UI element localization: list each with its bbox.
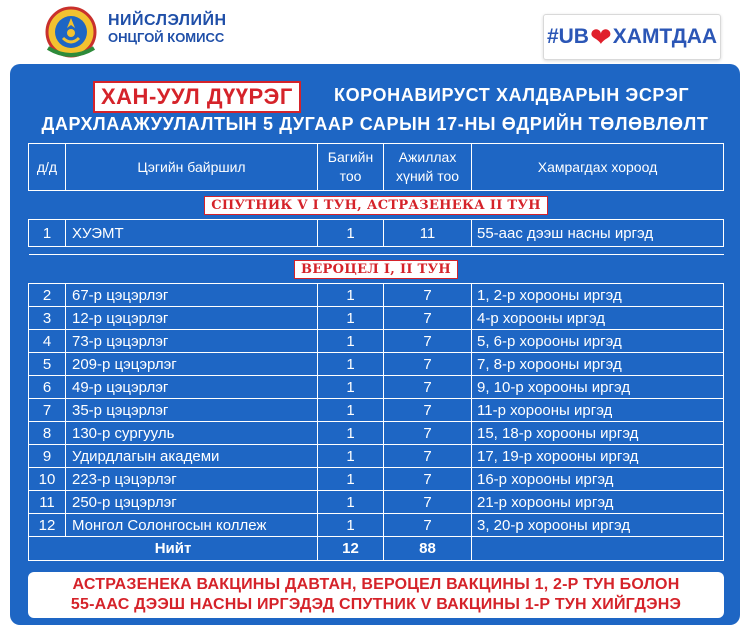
row-coverage: 55-аас дээш насны иргэд — [472, 220, 724, 247]
section-row — [29, 255, 724, 284]
row-workers: 7 — [384, 284, 472, 307]
vaccination-plan-table — [28, 143, 724, 561]
table-row — [29, 468, 724, 491]
row-workers: 7 — [384, 353, 472, 376]
footer-note — [28, 572, 724, 618]
row-location: 209-р цэцэрлэг — [66, 353, 318, 376]
table-row — [29, 307, 724, 330]
row-workers: 7 — [384, 445, 472, 468]
row-num: 6 — [29, 376, 66, 399]
row-num: 1 — [29, 220, 66, 247]
row-workers: 7 — [384, 330, 472, 353]
total-row — [29, 537, 724, 561]
section-row — [29, 191, 724, 220]
org-name-line1: НИЙСЛЭЛИЙН — [108, 12, 227, 29]
row-num: 2 — [29, 284, 66, 307]
table-row — [29, 220, 724, 247]
table-row — [29, 491, 724, 514]
row-coverage: 3, 20-р хорооны иргэд — [472, 514, 724, 537]
header-num: д/д — [29, 144, 66, 191]
table-row — [29, 376, 724, 399]
state-emblem-icon — [44, 4, 98, 58]
title-line1: КОРОНАВИРУСТ ХАЛДВАРЫН ЭСРЭГ — [334, 85, 690, 105]
row-num: 5 — [29, 353, 66, 376]
heart-icon: ❤ — [589, 21, 612, 52]
total-label: Нийт — [29, 537, 318, 561]
row-workers: 7 — [384, 491, 472, 514]
row-location: 223-р цэцэрлэг — [66, 468, 318, 491]
row-teams: 1 — [318, 445, 384, 468]
district-label: ХАН-УУЛ ДҮҮРЭГ — [93, 81, 301, 113]
row-teams: 1 — [318, 491, 384, 514]
row-teams: 1 — [318, 353, 384, 376]
row-workers: 7 — [384, 399, 472, 422]
row-num: 7 — [29, 399, 66, 422]
table-header-row — [29, 144, 724, 191]
row-num: 4 — [29, 330, 66, 353]
header-workers-line1: Ажиллах — [398, 149, 457, 165]
row-teams: 1 — [318, 422, 384, 445]
row-coverage: 4-р хорооны иргэд — [472, 307, 724, 330]
row-num: 8 — [29, 422, 66, 445]
section2-label: ВЕРОЦЕЛ I, II ТУН — [294, 260, 458, 279]
row-num: 9 — [29, 445, 66, 468]
row-location: 49-р цэцэрлэг — [66, 376, 318, 399]
table-row — [29, 399, 724, 422]
row-coverage: 5, 6-р хорооны иргэд — [472, 330, 724, 353]
row-teams: 1 — [318, 514, 384, 537]
row-teams: 1 — [318, 284, 384, 307]
row-teams: 1 — [318, 468, 384, 491]
header-teams-line1: Багийн — [327, 149, 374, 165]
row-teams: 1 — [318, 220, 384, 247]
header-coverage: Хамрагдах хороод — [472, 144, 724, 191]
row-teams: 1 — [318, 330, 384, 353]
row-coverage: 15, 18-р хорооны иргэд — [472, 422, 724, 445]
row-num: 3 — [29, 307, 66, 330]
table-row — [29, 353, 724, 376]
row-num: 11 — [29, 491, 66, 514]
row-coverage: 7, 8-р хорооны иргэд — [472, 353, 724, 376]
row-location: 250-р цэцэрлэг — [66, 491, 318, 514]
row-coverage: 11-р хорооны иргэд — [472, 399, 724, 422]
table-row — [29, 284, 724, 307]
total-teams: 12 — [318, 537, 384, 561]
header-location: Цэгийн байршил — [66, 144, 318, 191]
header-workers-line2: хүний тоо — [395, 168, 460, 184]
title-line2: ДАРХЛААЖУУЛАЛТЫН 5 ДУГААР САРЫН 17-НЫ ӨДРИЙН ТӨЛӨВЛӨЛТ — [41, 114, 709, 134]
row-num: 12 — [29, 514, 66, 537]
ub-hamtdaa-logo — [543, 14, 721, 60]
table-row — [29, 330, 724, 353]
row-teams: 1 — [318, 399, 384, 422]
table-row — [29, 422, 724, 445]
row-location: Монгол Солонгосын коллеж — [66, 514, 318, 537]
footer-line2: 55-ААС ДЭЭШ НАСНЫ ИРГЭДЭД СПУТНИК V ВАКЦИНЫ 1-Р ТУН ХИЙГДЭНЭ — [70, 596, 682, 613]
row-location: 130-р сургууль — [66, 422, 318, 445]
total-workers: 88 — [384, 537, 472, 561]
org-name — [108, 12, 227, 46]
row-location: 35-р цэцэрлэг — [66, 399, 318, 422]
row-workers: 7 — [384, 514, 472, 537]
row-num: 10 — [29, 468, 66, 491]
row-location: 73-р цэцэрлэг — [66, 330, 318, 353]
table-row — [29, 445, 724, 468]
header-workers — [384, 144, 472, 191]
row-coverage: 21-р хорооны иргэд — [472, 491, 724, 514]
org-name-line2: ОНЦГОЙ КОМИСС — [108, 30, 225, 45]
row-location: 12-р цэцэрлэг — [66, 307, 318, 330]
row-coverage: 9, 10-р хорооны иргэд — [472, 376, 724, 399]
row-teams: 1 — [318, 376, 384, 399]
row-teams: 1 — [318, 307, 384, 330]
ub-hashtag: #UB — [546, 25, 589, 48]
spacer-row — [29, 247, 724, 255]
row-location: 67-р цэцэрлэг — [66, 284, 318, 307]
row-workers: 7 — [384, 307, 472, 330]
section1-label: СПУТНИК V I ТУН, АСТРАЗЕНЕКА II ТУН — [204, 196, 548, 215]
row-location: ХУЭМТ — [66, 220, 318, 247]
row-coverage: 16-р хорооны иргэд — [472, 468, 724, 491]
row-coverage: 17, 19-р хорооны иргэд — [472, 445, 724, 468]
row-workers: 7 — [384, 376, 472, 399]
table-row — [29, 514, 724, 537]
row-workers: 7 — [384, 422, 472, 445]
row-workers: 11 — [384, 220, 472, 247]
footer-line1: АСТРАЗЕНЕКА ВАКЦИНЫ ДАВТАН, ВЕРОЦЕЛ ВАКЦИНЫ 1, 2-Р ТУН БОЛОН — [72, 576, 680, 593]
header-teams-line2: тоо — [339, 168, 362, 184]
ub-word: ХАМТДАА — [612, 25, 718, 48]
row-workers: 7 — [384, 468, 472, 491]
row-coverage: 1, 2-р хорооны иргэд — [472, 284, 724, 307]
top-bar — [0, 0, 750, 62]
row-location: Удирдлагын академи — [66, 445, 318, 468]
header-teams — [318, 144, 384, 191]
